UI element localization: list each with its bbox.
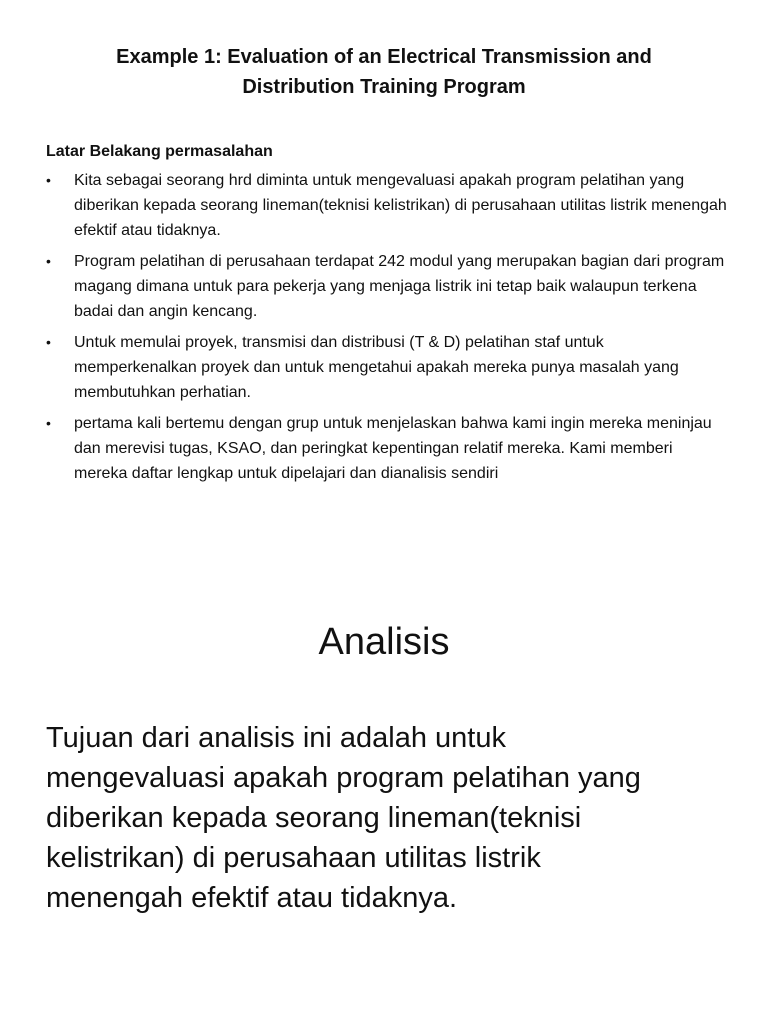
bullet-icon: • (46, 172, 51, 188)
analysis-body-line: diberikan kepada seorang lineman(teknisi (46, 802, 582, 834)
slide-title-line-1: Example 1: Evaluation of an Electrical Transmission and (116, 46, 652, 68)
bullet-item (46, 411, 728, 486)
bullet-icon: • (46, 334, 51, 350)
analysis-body-line: menengah efektif atau tidaknya. (46, 882, 458, 914)
bullet-item (46, 330, 728, 405)
section-subheading: Latar Belakang permasalahan (46, 143, 273, 160)
bullet-list (46, 168, 728, 492)
bullet-item (46, 249, 728, 324)
analysis-body-line: kelistrikan) di perusahaan utilitas listrik (46, 842, 541, 874)
bullet-text: Program pelatihan di perusahaan terdapat 242 modul yang merupakan bagian dari program magang dimana untuk para pekerja yang menjaga listrik ini tetap baik walaupun terkena badai dan angin kencang. (74, 253, 725, 320)
bullet-text: Kita sebagai seorang hrd diminta untuk mengevaluasi apakah program pelatihan yang diberikan kepada seorang lineman(teknisi kelistrikan) di perusahaan utilitas listrik menengah efektif atau tidaknya. (74, 172, 727, 239)
bullet-icon: • (46, 253, 51, 269)
analysis-title: Analisis (318, 621, 450, 663)
bullet-text: pertama kali bertemu dengan grup untuk menjelaskan bahwa kami ingin mereka meninjau dan merevisi tugas, KSAO, dan peringkat kepentingan relatif mereka. Kami memberi mereka daftar lengkap untuk dipelajari dan dianalisis sendiri (74, 415, 712, 482)
bullet-text: Untuk memulai proyek, transmisi dan distribusi (T & D) pelatihan staf untuk memperkenalkan proyek dan untuk mengetahui apakah mereka punya masalah yang membutuhkan perhatian. (74, 334, 679, 401)
analysis-body-line: Tujuan dari analisis ini adalah untuk (46, 722, 506, 754)
bullet-item (46, 168, 728, 243)
slide-title (60, 42, 708, 102)
analysis-body-line: mengevaluasi apakah program pelatihan yang (46, 762, 641, 794)
bullet-icon: • (46, 415, 51, 431)
slide-title-line-2: Distribution Training Program (242, 76, 526, 98)
slide-analysis (0, 590, 768, 1024)
analysis-body (46, 718, 726, 918)
